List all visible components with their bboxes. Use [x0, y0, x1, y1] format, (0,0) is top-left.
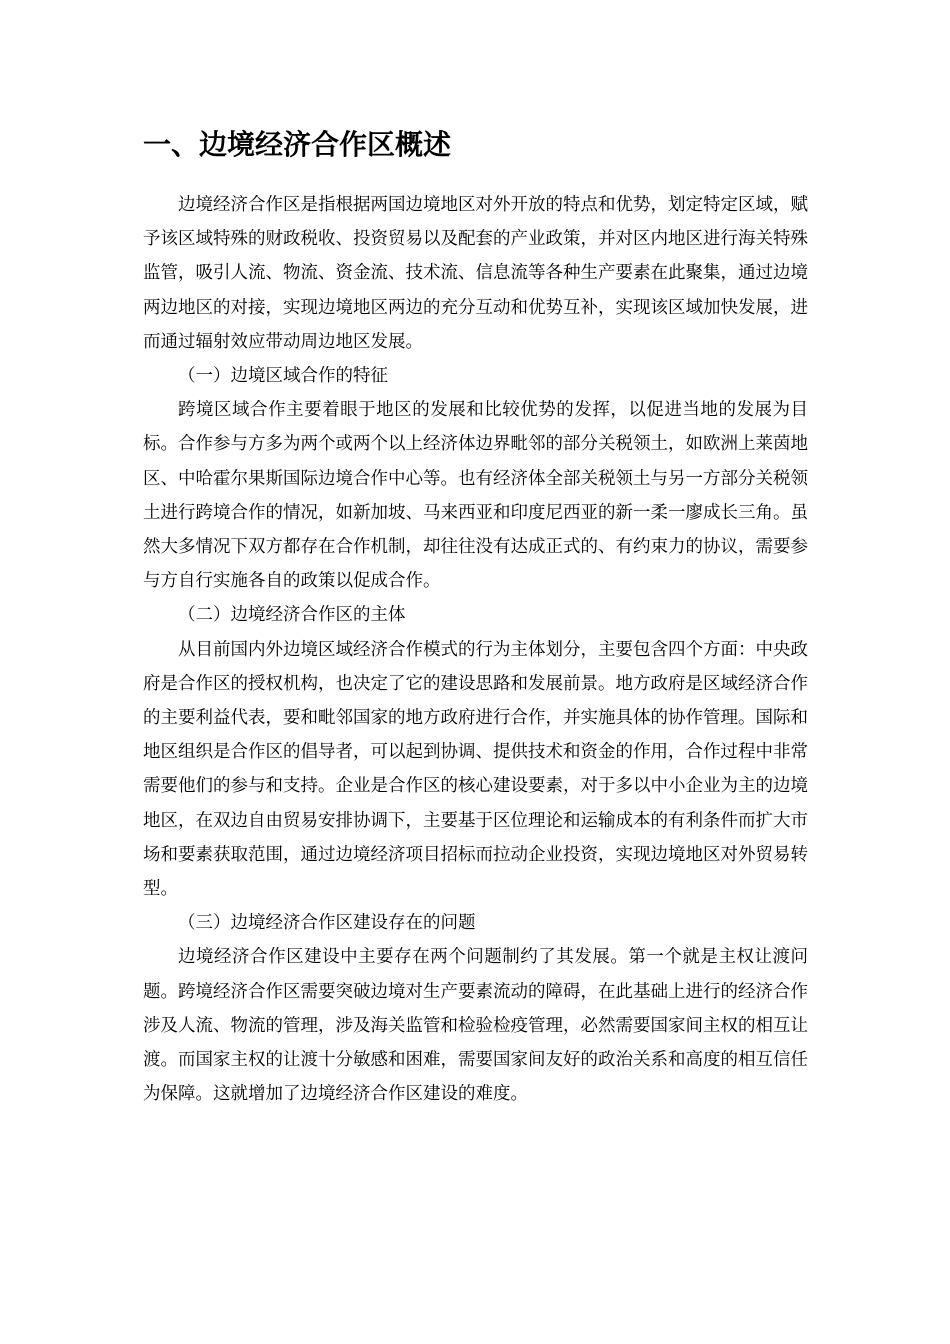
section-heading: （三）边境经济合作区建设存在的问题 [178, 913, 476, 934]
section-heading: （一）边境区域合作的特征 [178, 366, 388, 387]
section-paragraph: 从目前国内外边境区域经济合作模式的行为主体划分，主要包含四个方面：中央政府是合作区的授权机构，也决定了它的建设思路和发展前景。地方政府是区域经济合作的主要利益代表，要和毗邻国家的地方政府进行合作，并实施具体的协作管理。国际和地区组织是合作区的倡导者，可以起到协调、提供技术和资金的作用，合作过程中非常需要他们的参与和支持。企业是合作区的核心建设要素，对于多以中小企业为主的边境地区，在双边自由贸易安排协调下，主要基于区位理论和运输成本的有利条件而扩大市场和要素获取范围，通过边境经济项目招标而拉动企业投资，实现边境地区对外贸易转型。 [143, 639, 808, 900]
page-title: 一、边境经济合作区概述 [143, 128, 452, 161]
section-paragraph: 边境经济合作区建设中主要存在两个问题制约了其发展。第一个就是主权让渡问题。跨境经济合作区需要突破边境对生产要素流动的障碍，在此基础上进行的经济合作涉及人流、物流的管理，涉及海关监管和检验检疫管理，必然需要国家间主权的相互让渡。而国家主权的让渡十分敏感和困难，需要国家间友好的政治关系和高度的相互信任为保障。这就增加了边境经济合作区建设的难度。 [143, 947, 808, 1105]
section-heading: （二）边境经济合作区的主体 [178, 605, 406, 626]
section-paragraph: 跨境区域合作主要着眼于地区的发展和比较优势的发挥，以促进当地的发展为目标。合作参与方多为两个或两个以上经济体边界毗邻的部分关税领土，如欧洲上莱茵地区、中哈霍尔果斯国际边境合作中心等。也有经济体全部关税领土与另一方部分关税领土进行跨境合作的情况，如新加坡、马来西亚和印度尼西亚的新一柔一廖成长三角。虽然大多情况下双方都存在合作机制，却往往没有达成正式的、有约束力的协议，需要参与方自行实施各自的政策以促成合作。 [143, 400, 808, 592]
document-body [143, 188, 808, 1111]
intro-paragraph: 边境经济合作区是指根据两国边境地区对外开放的特点和优势，划定特定区域，赋予该区域特殊的财政税收、投资贸易以及配套的产业政策，并对区内地区进行海关特殊监管，吸引人流、物流、资金流、技术流、信息流等各种生产要素在此聚集，通过边境两边地区的对接，实现边境地区两边的充分互动和优势互补，实现该区域加快发展，进而通过辐射效应带动周边地区发展。 [143, 195, 808, 352]
